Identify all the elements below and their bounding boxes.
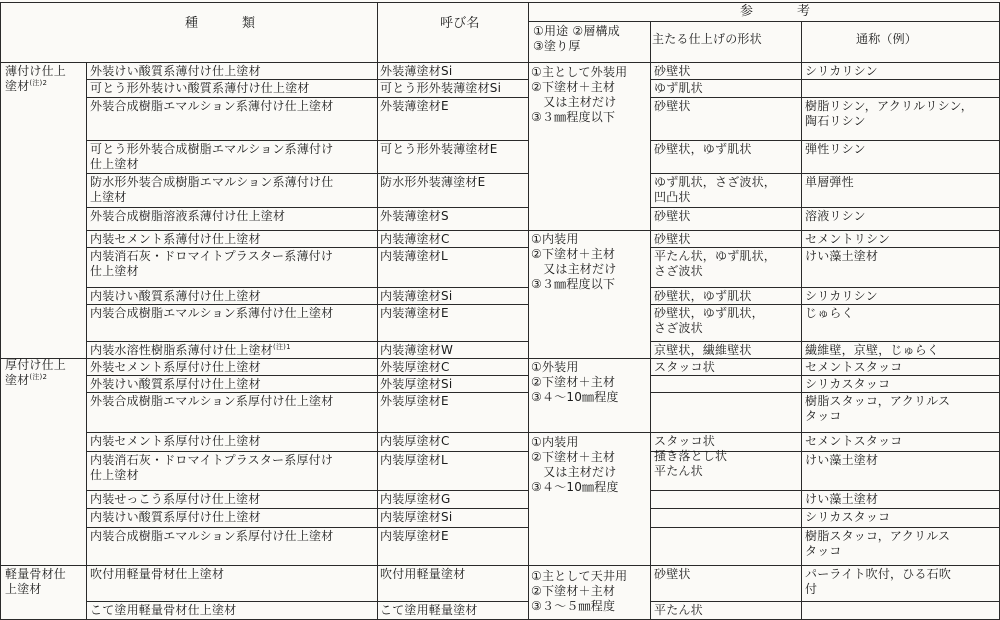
grid-line — [86, 601, 528, 602]
group-label: 薄付け仕上 塗材$^{(注)2}$ — [5, 64, 67, 93]
row-kind: 外装けい酸質系厚付け仕上塗材 — [90, 377, 261, 391]
row-shape: 砂壁状，ゆず肌状， さざ波状 — [654, 306, 764, 335]
row-name: 内装厚塗材G — [380, 492, 451, 506]
row-kind: 防水形外装合成樹脂エマルション系薄付け仕 上塗材 — [90, 175, 334, 204]
grid-line — [86, 247, 528, 248]
grid-line — [86, 97, 528, 98]
header-kind: 種 類 — [185, 16, 262, 31]
grid-line — [650, 392, 1000, 393]
use-block: ①内装用 ②下塗材＋主材 又は主材だけ ③４～10㎜程度 — [531, 435, 619, 494]
row-common: シリカリシン — [805, 289, 878, 303]
grid-line — [650, 79, 1000, 80]
row-name: 内装薄塗材E — [380, 306, 449, 320]
use-block: ①主として外装用 ②下塗材＋主材 又は主材だけ ③３㎜程度以下 — [531, 65, 628, 124]
row-kind: 内装けい酸質系厚付け仕上塗材 — [90, 510, 261, 524]
grid-line — [86, 79, 528, 80]
grid-line — [650, 97, 1000, 98]
header-reference: 参 考 — [740, 4, 817, 19]
grid-line — [86, 358, 528, 359]
group-label: 厚付け仕上 塗材$^{(注)2}$ — [5, 358, 67, 387]
row-common: けい藻土塗材 — [805, 249, 879, 263]
row-kind: 内装合成樹脂エマルション系薄付け仕上塗材 — [90, 306, 334, 320]
row-name: 外装薄塗材S — [380, 209, 449, 223]
group-label: 軽量骨材仕 上塗材 — [5, 567, 67, 596]
grid-line — [86, 287, 528, 288]
row-common: セメントリシン — [805, 232, 891, 246]
row-kind: 外装合成樹脂エマルション系薄付け仕上塗材 — [90, 99, 334, 113]
row-name: 外装薄塗材Si — [380, 64, 453, 78]
use-block: ①主として天井用 ②下塗材＋主材 ③３～５㎜程度 — [531, 569, 628, 613]
row-name: こて塗用軽量塗材 — [380, 603, 478, 617]
row-shape: 砂壁状 — [654, 567, 691, 581]
grid-line — [86, 490, 528, 491]
row-name: 吹付用軽量塗材 — [380, 567, 466, 581]
row-kind: 内装セメント系薄付け仕上塗材 — [90, 232, 261, 246]
grid-line — [528, 2, 529, 619]
row-shape: 砂壁状 — [654, 209, 691, 223]
row-kind: 内装けい酸質系薄付け仕上塗材 — [90, 289, 261, 303]
row-name: 防水形外装薄塗材E — [380, 175, 486, 189]
grid-line — [801, 21, 802, 619]
row-shape: 砂壁状 — [654, 64, 691, 78]
grid-line — [650, 21, 651, 619]
row-name: 内装厚塗材L — [380, 453, 448, 467]
row-common: セメントスタッコ — [805, 360, 903, 374]
use-block: ①内装用 ②下塗材＋主材 又は主材だけ ③３㎜程度以下 — [531, 232, 617, 291]
grid-line — [86, 432, 528, 433]
row-name: 内装厚塗材E — [380, 529, 449, 543]
row-shape: ゆず肌状 — [654, 81, 703, 95]
row-shape: 京壁状，繊維壁状 — [654, 343, 752, 357]
grid-line — [650, 173, 1000, 174]
row-name: 外装厚塗材E — [380, 394, 449, 408]
row-common: 繊維壁，京壁，じゅらく — [805, 343, 940, 357]
row-name: 可とう形外装薄塗材Si — [380, 81, 502, 95]
grid-line — [86, 565, 528, 566]
grid-line — [528, 432, 650, 433]
grid-line — [86, 375, 528, 376]
row-kind: 可とう形外装合成樹脂エマルション系薄付け 仕上塗材 — [90, 142, 334, 171]
row-kind: 吹付用軽量骨材仕上塗材 — [90, 567, 225, 581]
row-shape: 砂壁状 — [654, 232, 691, 246]
row-common: 樹脂スタッコ，アクリルス タッコ — [805, 529, 951, 558]
grid-line — [650, 432, 1000, 433]
row-shape: 平たん状，ゆず肌状， さざ波状 — [654, 249, 777, 278]
grid-line — [0, 2, 1, 619]
row-name: 内装厚塗材Si — [380, 510, 453, 524]
row-kind: 内装セメント系厚付け仕上塗材 — [90, 434, 261, 448]
row-kind: こて塗用軽量骨材仕上塗材 — [90, 603, 237, 617]
grid-line — [528, 21, 1000, 22]
row-shape: スタッコ状 — [654, 360, 716, 374]
row-common: 弾性リシン — [805, 142, 866, 156]
row-name: 可とう形外装薄塗材E — [380, 142, 498, 156]
grid-line — [86, 173, 528, 174]
header-ref-shape: 主たる仕上げの形状 — [652, 32, 762, 46]
row-common: 樹脂スタッコ，アクリルス タッコ — [805, 394, 951, 423]
row-common: パーライト吹付，ひる石吹 付 — [805, 567, 952, 596]
header-name: 呼び名 — [440, 16, 480, 31]
grid-line — [0, 2, 1000, 3]
row-shape: スタッコ状 掻き落とし状 平たん状 — [654, 434, 728, 478]
grid-line — [650, 140, 1000, 141]
grid-line — [86, 508, 528, 509]
row-shape: 砂壁状，ゆず肌状 — [654, 142, 752, 156]
row-name: 内装薄塗材C — [380, 232, 450, 246]
row-shape: 平たん状 — [654, 603, 703, 617]
grid-line — [86, 392, 528, 393]
grid-line — [528, 230, 650, 231]
row-common: けい藻土塗材 — [805, 453, 879, 467]
row-kind: 内装消石灰・ドロマイトプラスター系厚付け 仕上塗材 — [90, 453, 334, 482]
row-common: シリカスタッコ — [805, 377, 891, 391]
row-common: セメントスタッコ — [805, 434, 903, 448]
row-common: 樹脂リシン，アクリルリシン， 陶石リシン — [805, 99, 973, 128]
row-kind: 内装せっこう系厚付け仕上塗材 — [90, 492, 261, 506]
row-name: 内装厚塗材C — [380, 434, 450, 448]
grid-line — [650, 527, 1000, 528]
row-common: 溶液リシン — [805, 209, 866, 223]
grid-line — [650, 490, 1000, 491]
row-kind: 外装合成樹脂溶液系薄付け仕上塗材 — [90, 209, 286, 223]
grid-line — [0, 62, 1000, 63]
row-kind: 内装水溶性樹脂系薄付け仕上塗材$^{(注)1}$ — [90, 343, 291, 357]
row-name: 外装厚塗材C — [380, 360, 450, 374]
grid-line — [650, 341, 1000, 342]
grid-line — [650, 375, 1000, 376]
grid-line — [650, 508, 1000, 509]
grid-line — [650, 247, 1000, 248]
row-common: けい藻土塗材 — [805, 492, 879, 506]
row-common: じゅらく — [805, 306, 854, 320]
grid-line — [86, 451, 528, 452]
row-name: 内装薄塗材W — [380, 343, 454, 357]
grid-line — [650, 565, 1000, 566]
grid-line — [86, 304, 528, 305]
grid-line — [86, 527, 528, 528]
row-name: 内装薄塗材Si — [380, 289, 453, 303]
grid-line — [86, 341, 528, 342]
grid-line — [650, 287, 1000, 288]
grid-line — [86, 207, 528, 208]
row-kind: 外装セメント系厚付け仕上塗材 — [90, 360, 261, 374]
row-common: 単層弾性 — [805, 175, 854, 189]
row-shape: ゆず肌状，さざ波状， 凹凸状 — [654, 175, 777, 204]
row-kind: 外装合成樹脂エマルション系厚付け仕上塗材 — [90, 394, 334, 408]
row-name: 外装薄塗材E — [380, 99, 449, 113]
grid-line — [650, 358, 1000, 359]
row-kind: 内装合成樹脂エマルション系厚付け仕上塗材 — [90, 529, 334, 543]
grid-line — [650, 304, 1000, 305]
header-ref-common: 通称（例） — [856, 32, 918, 46]
row-shape: 砂壁状 — [654, 99, 691, 113]
row-common: シリカリシン — [805, 64, 878, 78]
row-common: シリカスタッコ — [805, 510, 891, 524]
row-kind: 可とう形外装けい酸質系薄付け仕上塗材 — [90, 81, 310, 95]
grid-line — [650, 601, 1000, 602]
grid-line — [86, 230, 528, 231]
row-shape: 砂壁状，ゆず肌状 — [654, 289, 752, 303]
grid-line — [650, 230, 1000, 231]
row-kind: 内装消石灰・ドロマイトプラスター系薄付け 仕上塗材 — [90, 249, 334, 278]
grid-line — [86, 140, 528, 141]
grid-line — [650, 207, 1000, 208]
use-block: ①外装用 ②下塗材＋主材 ③４～10㎜程度 — [531, 360, 619, 404]
row-name: 外装厚塗材Si — [380, 377, 453, 391]
row-kind: 外装けい酸質系薄付け仕上塗材 — [90, 64, 261, 78]
row-name: 内装薄塗材L — [380, 249, 448, 263]
header-ref-use: ①用途 ②層構成 ③塗り厚 — [533, 24, 620, 53]
